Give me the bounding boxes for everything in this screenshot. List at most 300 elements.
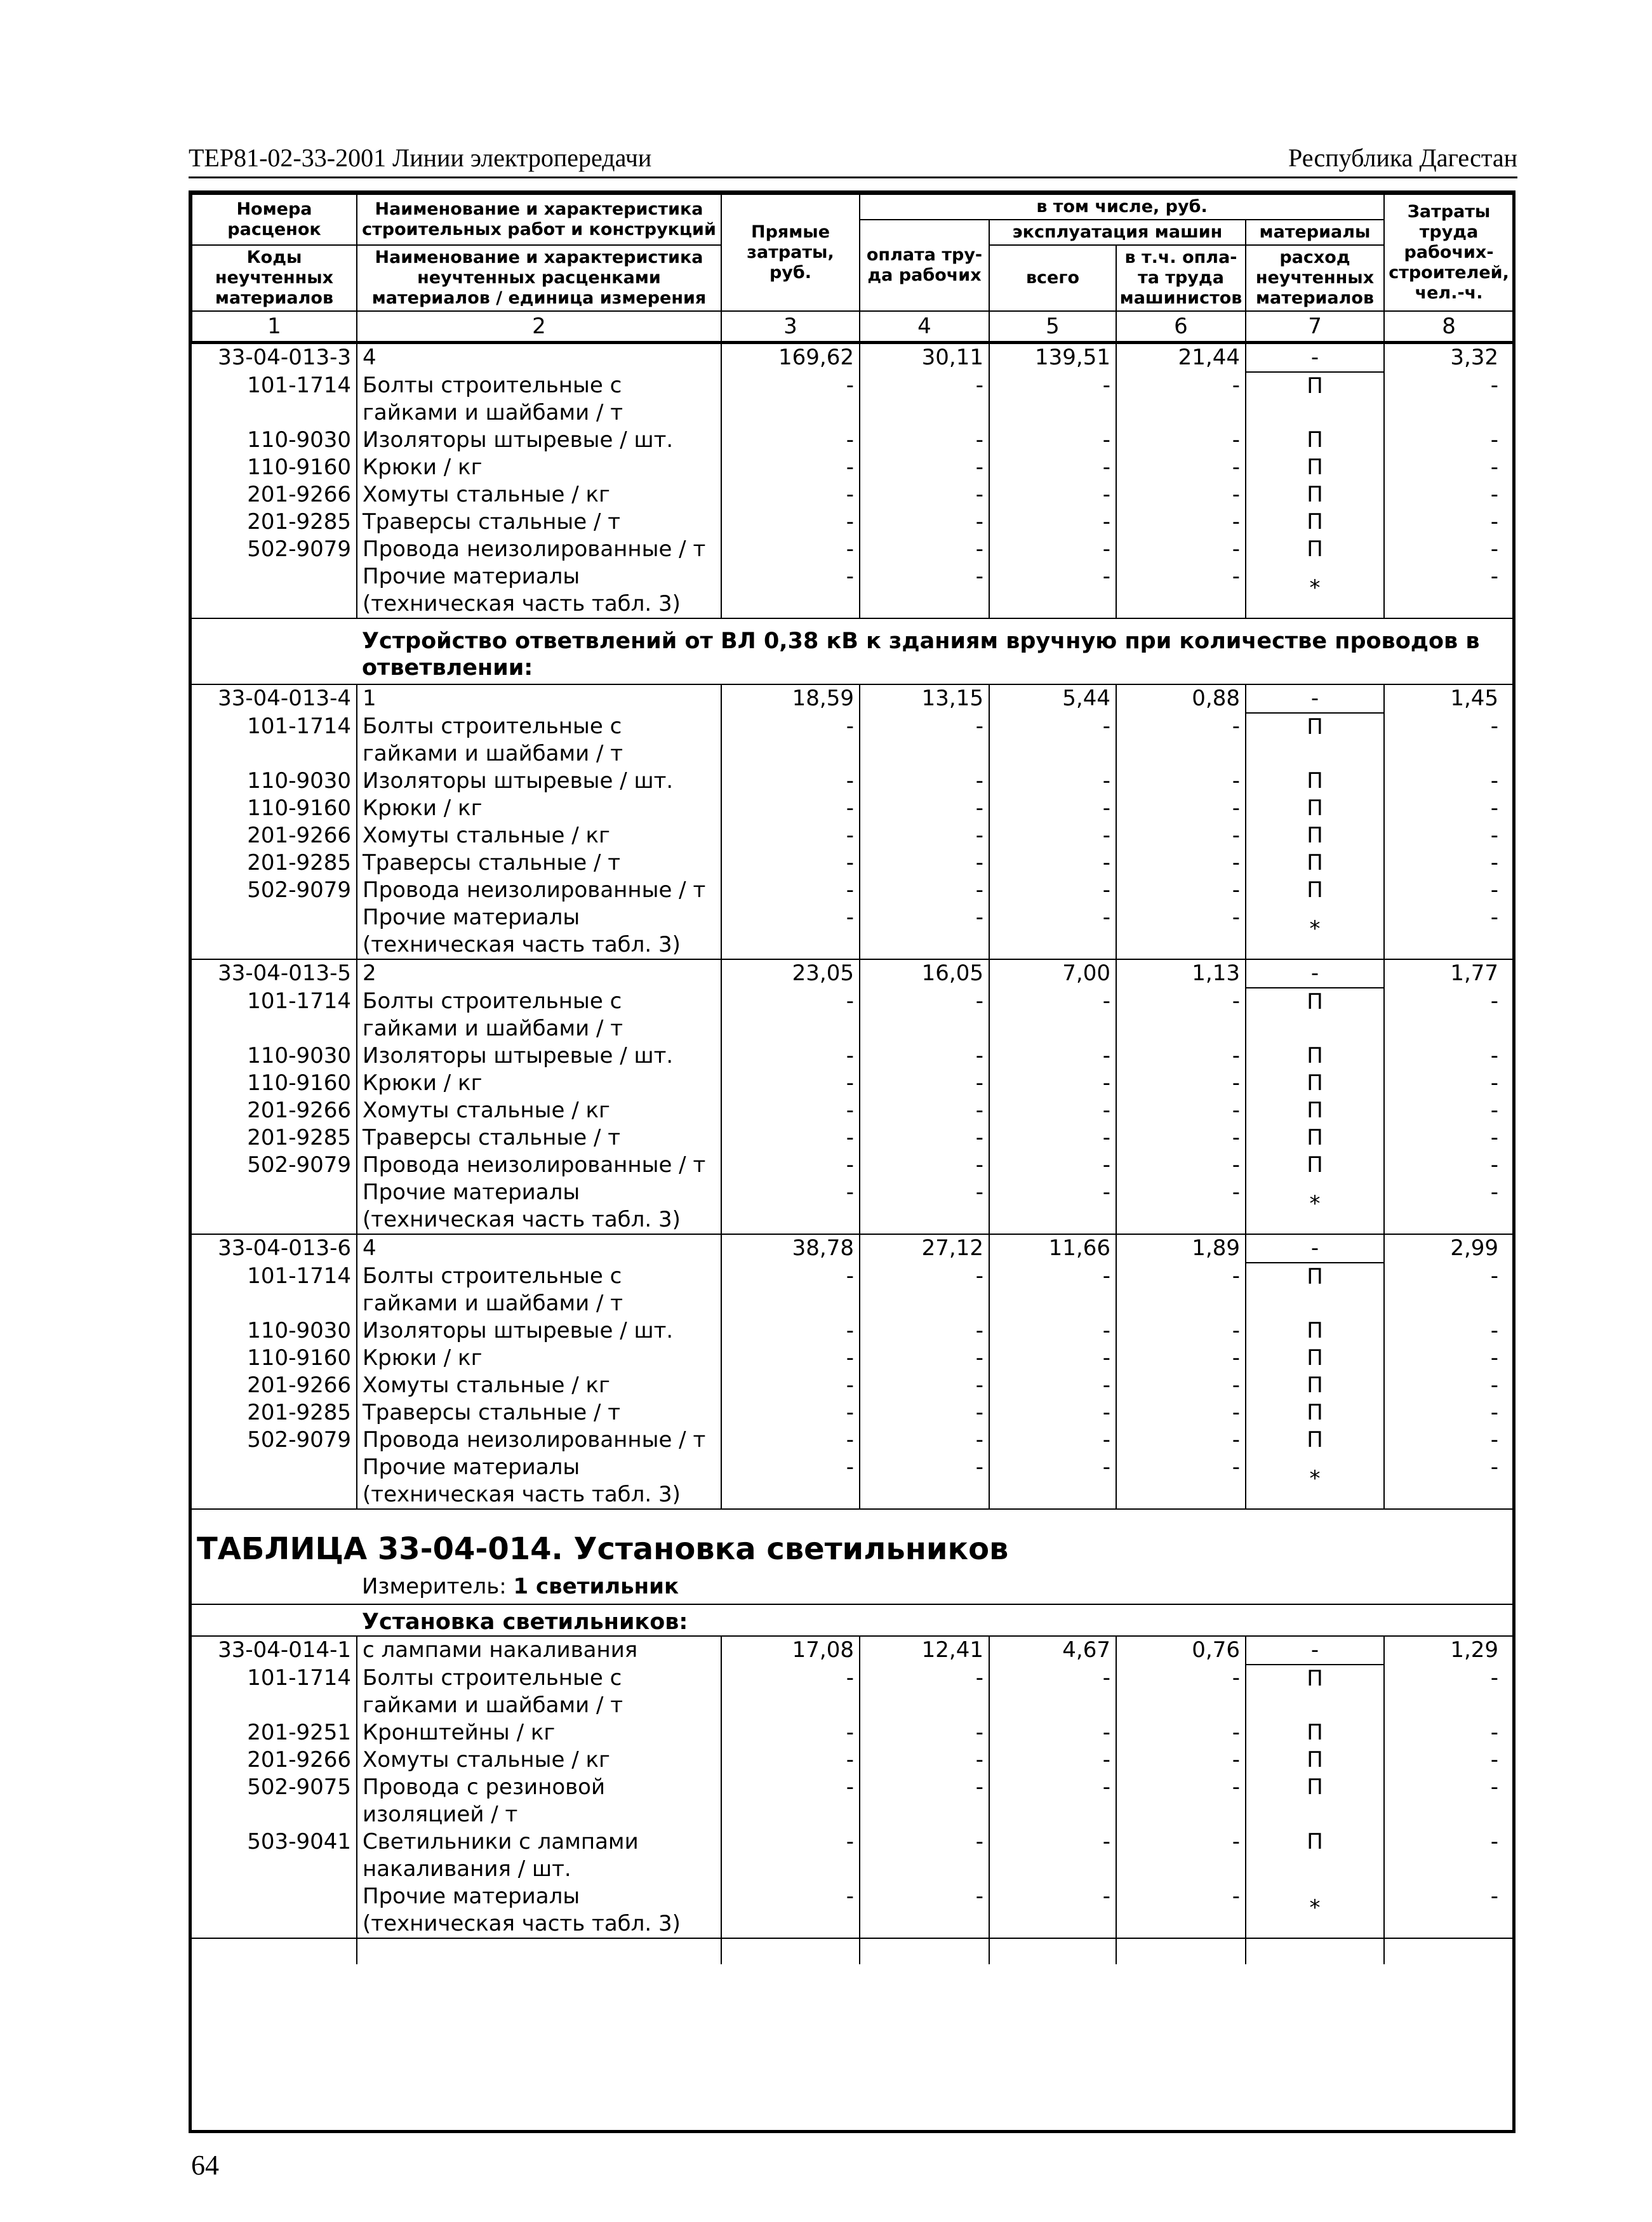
material-code: [192, 1179, 357, 1234]
consumption-mark: П: [1246, 1317, 1384, 1345]
rate-name: 4: [357, 1234, 721, 1263]
empty-value: -: [860, 1345, 989, 1372]
empty-value: -: [1116, 536, 1246, 563]
empty-value: -: [989, 372, 1116, 427]
consumption-mark: П: [1246, 1152, 1384, 1179]
consumption-mark: П: [1246, 1372, 1384, 1399]
consumption-mark: П: [1246, 1665, 1384, 1719]
empty-value: -: [860, 1427, 989, 1454]
material-row: [192, 1317, 1514, 1345]
empty-value: -: [1116, 1372, 1246, 1399]
empty-value: -: [989, 1774, 1116, 1828]
material-name: Хомуты стальные / кг: [357, 1372, 721, 1399]
material-code: 101-1714: [192, 1263, 357, 1317]
empty-value: -: [721, 904, 860, 959]
direct-costs: 169,62: [721, 343, 860, 373]
empty-value: -: [989, 768, 1116, 795]
empty-value: -: [989, 1427, 1116, 1454]
consumption-mark: П: [1246, 427, 1384, 454]
empty-value: -: [1490, 1318, 1499, 1343]
consumption-mark: П: [1246, 1097, 1384, 1124]
consumption-mark: *: [1246, 1883, 1384, 1938]
material-row: [192, 768, 1514, 795]
empty-value: -: [989, 454, 1116, 481]
empty-value: -: [989, 1665, 1116, 1719]
material-name: Траверсы стальные / т: [357, 1399, 721, 1427]
empty-value: -: [1490, 823, 1499, 848]
consumption-mark: П: [1246, 536, 1384, 563]
empty-value: -: [860, 563, 989, 618]
empty-value: -: [989, 481, 1116, 509]
labor-hours: 1,45: [1384, 684, 1514, 713]
material-row: [192, 713, 1514, 768]
material-row: [192, 1179, 1514, 1234]
empty-value: -: [721, 1070, 860, 1097]
material-consumption: -: [1246, 959, 1384, 988]
empty-value: -: [721, 1345, 860, 1372]
empty-value: -: [1116, 1454, 1246, 1509]
consumption-mark: П: [1246, 768, 1384, 795]
material-name: Траверсы стальные / т: [357, 509, 721, 536]
consumption-mark: П: [1246, 988, 1384, 1042]
empty-value: -: [1490, 1345, 1499, 1371]
empty-value: -: [860, 372, 989, 427]
empty-value: -: [860, 481, 989, 509]
measure: [357, 1573, 1514, 1604]
material-row: [192, 427, 1514, 454]
empty-value: -: [1490, 1098, 1499, 1123]
empty-value: -: [1116, 1070, 1246, 1097]
material-row: [192, 988, 1514, 1042]
empty-value: -: [1490, 427, 1499, 453]
material-row: [192, 795, 1514, 822]
col-number: 1: [192, 311, 357, 343]
consumption-mark: *: [1246, 1179, 1384, 1234]
material-code: 502-9079: [192, 877, 357, 904]
consumption-mark: П: [1246, 1042, 1384, 1070]
empty-value: -: [1116, 563, 1246, 618]
empty-value: -: [721, 536, 860, 563]
empty-value: -: [989, 988, 1116, 1042]
consumption-mark: *: [1246, 1454, 1384, 1509]
operator-pay: 0,76: [1116, 1636, 1246, 1665]
material-row: [192, 1883, 1514, 1938]
material-name: Провода неизолированные / т: [357, 1152, 721, 1179]
material-row: [192, 822, 1514, 849]
material-row: [192, 1454, 1514, 1509]
empty-value: -: [989, 1399, 1116, 1427]
price-table: [191, 194, 1514, 1964]
empty-value: -: [860, 1263, 989, 1317]
material-name: Крюки / кг: [357, 1070, 721, 1097]
material-consumption: -: [1246, 684, 1384, 713]
consumption-mark: П: [1246, 481, 1384, 509]
empty-value: -: [1116, 904, 1246, 959]
measure-row: [192, 1573, 1514, 1604]
material-code: [192, 563, 357, 618]
header-material-consumption: расход неучтенных материалов: [1246, 245, 1384, 311]
material-code: 201-9285: [192, 1399, 357, 1427]
consumption-mark: *: [1246, 563, 1384, 618]
consumption-mark: П: [1246, 372, 1384, 427]
material-code: 201-9266: [192, 481, 357, 509]
material-name: Крюки / кг: [357, 795, 721, 822]
col-number: 2: [357, 311, 721, 343]
consumption-mark: П: [1246, 1828, 1384, 1883]
labor-hours: 2,99: [1384, 1234, 1514, 1263]
empty-value: -: [721, 1665, 860, 1719]
header-work-name: Наименование и характеристика строительных работ и конструкций: [357, 194, 721, 245]
material-row: [192, 454, 1514, 481]
empty-value: -: [989, 1454, 1116, 1509]
header-material-codes: Коды неучтенных материалов: [192, 245, 357, 311]
material-code: 201-9285: [192, 509, 357, 536]
worker-pay: 27,12: [860, 1234, 989, 1263]
empty-value: -: [1490, 714, 1499, 739]
empty-value: -: [860, 1372, 989, 1399]
machines-total: 4,67: [989, 1636, 1116, 1665]
operator-pay: 1,89: [1116, 1234, 1246, 1263]
empty-value: -: [1116, 1317, 1246, 1345]
empty-value: -: [989, 427, 1116, 454]
consumption-mark: П: [1246, 1263, 1384, 1317]
empty-value: -: [1490, 1125, 1499, 1150]
rate-code: 33-04-013-6: [192, 1234, 357, 1263]
blank-cell: [192, 1938, 357, 1964]
empty-value: -: [721, 454, 860, 481]
empty-value: -: [1116, 372, 1246, 427]
empty-value: -: [860, 1179, 989, 1234]
empty-value: -: [1490, 1373, 1499, 1398]
empty-value: -: [1116, 481, 1246, 509]
empty-value: -: [989, 1746, 1116, 1774]
material-name: Изоляторы штыревые / шт.: [357, 1317, 721, 1345]
material-code: [192, 904, 357, 959]
material-name: Изоляторы штыревые / шт.: [357, 1042, 721, 1070]
empty-value: -: [721, 1179, 860, 1234]
consumption-mark: П: [1246, 1070, 1384, 1097]
empty-value: -: [1116, 1774, 1246, 1828]
empty-value: -: [1490, 850, 1499, 875]
blank-cell: [989, 1938, 1116, 1964]
empty-value: -: [860, 822, 989, 849]
measure-label: Измеритель:: [362, 1574, 507, 1599]
material-row: [192, 1345, 1514, 1372]
empty-value: -: [1490, 1070, 1499, 1096]
consumption-mark: П: [1246, 849, 1384, 877]
empty-value: -: [989, 1345, 1116, 1372]
material-code: 201-9266: [192, 822, 357, 849]
material-code: 502-9079: [192, 536, 357, 563]
empty-value: -: [1116, 1152, 1246, 1179]
empty-value: -: [721, 1124, 860, 1152]
empty-value: -: [860, 1774, 989, 1828]
empty-value: -: [721, 877, 860, 904]
labor-hours: 1,77: [1384, 959, 1514, 988]
blank-cell: [1246, 1938, 1384, 1964]
material-code: 101-1714: [192, 372, 357, 427]
material-name: Крюки / кг: [357, 1345, 721, 1372]
empty-value: -: [860, 768, 989, 795]
empty-value: -: [1490, 1774, 1499, 1800]
empty-value: -: [989, 1152, 1116, 1179]
rate-name: 1: [357, 684, 721, 713]
empty-value: -: [860, 1746, 989, 1774]
empty-value: -: [1490, 1747, 1499, 1773]
header-material-names: Наименование и характеристика неучтенных расценками материалов / единица измерения: [357, 245, 721, 311]
material-name: Хомуты стальные / кг: [357, 1097, 721, 1124]
empty-value: -: [989, 509, 1116, 536]
material-code: 110-9030: [192, 427, 357, 454]
material-name: Изоляторы штыревые / шт.: [357, 427, 721, 454]
material-row: [192, 1070, 1514, 1097]
material-consumption: -: [1246, 1234, 1384, 1263]
material-row: [192, 1774, 1514, 1828]
empty-value: -: [1116, 427, 1246, 454]
labor-hours: 3,32: [1384, 343, 1514, 373]
material-row: [192, 1042, 1514, 1070]
empty-value: -: [989, 822, 1116, 849]
material-code: 502-9075: [192, 1774, 357, 1828]
empty-value: -: [721, 1746, 860, 1774]
measure-value: 1 светильник: [513, 1574, 679, 1599]
empty-value: -: [1490, 905, 1499, 930]
material-code: 502-9079: [192, 1152, 357, 1179]
empty-value: -: [1116, 822, 1246, 849]
material-name: Болты строительные с гайками и шайбами / т: [357, 372, 721, 427]
empty-value: -: [860, 1097, 989, 1124]
empty-value: -: [989, 904, 1116, 959]
empty-value: -: [989, 1124, 1116, 1152]
material-name: Прочие материалы (техническая часть табл. 3): [357, 1883, 721, 1938]
rate-row: [192, 1636, 1514, 1665]
empty-value: -: [721, 1454, 860, 1509]
empty-value: -: [721, 1883, 860, 1938]
col-number: 8: [1384, 311, 1514, 343]
empty-value: -: [1490, 509, 1499, 535]
empty-value: -: [860, 713, 989, 768]
material-code: 110-9160: [192, 1345, 357, 1372]
empty-value: -: [1490, 1427, 1499, 1453]
empty-value: -: [989, 1263, 1116, 1317]
material-consumption: -: [1246, 1636, 1384, 1665]
consumption-mark: П: [1246, 822, 1384, 849]
header-machines: эксплуатация машин: [989, 220, 1246, 245]
table-title: ТАБЛИЦА 33-04-014. Установка светильников: [192, 1509, 1514, 1573]
empty-value: -: [1116, 1097, 1246, 1124]
empty-value: -: [721, 795, 860, 822]
empty-value: -: [989, 1070, 1116, 1097]
material-name: Хомуты стальные / кг: [357, 822, 721, 849]
blank-cell: [192, 618, 357, 684]
material-name: Провода неизолированные / т: [357, 877, 721, 904]
empty-value: -: [1490, 1180, 1499, 1205]
machines-total: 11,66: [989, 1234, 1116, 1263]
empty-value: -: [1116, 1399, 1246, 1427]
empty-value: -: [989, 713, 1116, 768]
consumption-mark: П: [1246, 713, 1384, 768]
empty-value: -: [860, 454, 989, 481]
direct-costs: 23,05: [721, 959, 860, 988]
header-machines-total: всего: [989, 245, 1116, 311]
empty-value: -: [989, 1179, 1116, 1234]
worker-pay: 13,15: [860, 684, 989, 713]
empty-value: -: [989, 1828, 1116, 1883]
empty-value: -: [1116, 849, 1246, 877]
rate-row: [192, 959, 1514, 988]
empty-value: -: [860, 1399, 989, 1427]
header-worker-pay: оплата тру-да рабочих: [860, 220, 989, 311]
empty-value: -: [721, 372, 860, 427]
empty-value: -: [721, 822, 860, 849]
empty-value: -: [1490, 1720, 1499, 1745]
direct-costs: 17,08: [721, 1636, 860, 1665]
operator-pay: 0,88: [1116, 684, 1246, 713]
empty-value: -: [721, 1719, 860, 1746]
rate-row: [192, 343, 1514, 373]
empty-value: -: [989, 536, 1116, 563]
direct-costs: 18,59: [721, 684, 860, 713]
empty-value: -: [1116, 1719, 1246, 1746]
consumption-mark: П: [1246, 1399, 1384, 1427]
operator-pay: 1,13: [1116, 959, 1246, 988]
section-heading: Устройство ответвлений от ВЛ 0,38 кВ к зданиям вручную при количестве проводов в ответвлении:: [357, 618, 1514, 684]
rate-code: 33-04-013-5: [192, 959, 357, 988]
material-row: [192, 536, 1514, 563]
empty-value: -: [1116, 1883, 1246, 1938]
material-code: 110-9030: [192, 1042, 357, 1070]
document-title: ТЕР81-02-33-2001 Линии электропередачи: [189, 143, 652, 172]
header-rate-numbers: Номера расценок: [192, 194, 357, 245]
material-row: [192, 1124, 1514, 1152]
header-materials: материалы: [1246, 220, 1384, 245]
empty-row: [192, 1938, 1514, 1964]
empty-value: -: [1490, 1665, 1499, 1691]
operator-pay: 21,44: [1116, 343, 1246, 373]
material-code: [192, 1454, 357, 1509]
empty-value: -: [860, 1719, 989, 1746]
empty-value: -: [1116, 509, 1246, 536]
rate-row: [192, 1234, 1514, 1263]
empty-value: -: [1116, 768, 1246, 795]
empty-value: -: [721, 1427, 860, 1454]
material-name: Кронштейны / кг: [357, 1719, 721, 1746]
empty-value: -: [721, 1152, 860, 1179]
table-body: [192, 343, 1514, 1965]
material-name: Провода неизолированные / т: [357, 1427, 721, 1454]
rate-name: 2: [357, 959, 721, 988]
material-name: Болты строительные с гайками и шайбами / т: [357, 1665, 721, 1719]
material-row: [192, 1746, 1514, 1774]
empty-value: -: [1116, 1828, 1246, 1883]
empty-value: -: [721, 1317, 860, 1345]
empty-value: -: [860, 1454, 989, 1509]
material-row: [192, 1152, 1514, 1179]
blank-cell: [860, 1938, 989, 1964]
empty-value: -: [1490, 795, 1499, 821]
empty-value: -: [1490, 988, 1499, 1014]
empty-value: -: [1116, 1665, 1246, 1719]
consumption-mark: П: [1246, 1427, 1384, 1454]
empty-value: -: [860, 1317, 989, 1345]
blank-cell: [357, 1938, 721, 1964]
material-row: [192, 481, 1514, 509]
empty-value: -: [1490, 1829, 1499, 1854]
worker-pay: 16,05: [860, 959, 989, 988]
material-name: Крюки / кг: [357, 454, 721, 481]
consumption-mark: П: [1246, 795, 1384, 822]
empty-value: -: [860, 1152, 989, 1179]
blank-cell: [1384, 1938, 1514, 1964]
empty-value: -: [860, 877, 989, 904]
material-name: Изоляторы штыревые / шт.: [357, 768, 721, 795]
empty-value: -: [989, 795, 1116, 822]
empty-value: -: [1490, 1263, 1499, 1289]
empty-value: -: [1490, 1454, 1499, 1480]
empty-value: -: [1490, 564, 1499, 589]
section-heading: Установка светильников:: [357, 1604, 1514, 1636]
empty-value: -: [1116, 1042, 1246, 1070]
section-heading-row: [192, 618, 1514, 684]
empty-value: -: [1490, 768, 1499, 794]
empty-value: -: [860, 1042, 989, 1070]
machines-total: 7,00: [989, 959, 1116, 988]
rate-code: 33-04-013-4: [192, 684, 357, 713]
empty-value: -: [860, 536, 989, 563]
empty-value: -: [1490, 373, 1499, 398]
empty-value: -: [1116, 1179, 1246, 1234]
material-row: [192, 877, 1514, 904]
machines-total: 5,44: [989, 684, 1116, 713]
empty-value: -: [860, 1124, 989, 1152]
empty-value: -: [860, 427, 989, 454]
empty-value: -: [721, 849, 860, 877]
empty-value: -: [721, 1828, 860, 1883]
material-code: 201-9251: [192, 1719, 357, 1746]
empty-value: -: [989, 1042, 1116, 1070]
empty-value: -: [1116, 1427, 1246, 1454]
material-code: 201-9266: [192, 1097, 357, 1124]
material-code: 201-9285: [192, 849, 357, 877]
material-name: Светильники с лампами накаливания / шт.: [357, 1828, 721, 1883]
material-name: Траверсы стальные / т: [357, 849, 721, 877]
material-name: Провода неизолированные / т: [357, 536, 721, 563]
table-head: [192, 194, 1514, 343]
empty-value: -: [721, 563, 860, 618]
rate-code: 33-04-014-1: [192, 1636, 357, 1665]
material-row: [192, 1263, 1514, 1317]
material-code: 502-9079: [192, 1427, 357, 1454]
empty-value: -: [1116, 795, 1246, 822]
empty-value: -: [1490, 877, 1499, 903]
empty-value: -: [721, 481, 860, 509]
consumption-mark: П: [1246, 454, 1384, 481]
consumption-mark: П: [1246, 1345, 1384, 1372]
material-row: [192, 509, 1514, 536]
empty-value: -: [1490, 482, 1499, 507]
empty-value: -: [1490, 1884, 1499, 1909]
header-direct-costs: Прямые затраты, руб.: [721, 194, 860, 311]
material-row: [192, 1427, 1514, 1454]
material-row: [192, 1719, 1514, 1746]
page-number: 64: [191, 2150, 219, 2181]
empty-value: -: [721, 1372, 860, 1399]
empty-value: -: [721, 1774, 860, 1828]
material-row: [192, 1097, 1514, 1124]
empty-value: -: [860, 795, 989, 822]
col-number: 4: [860, 311, 989, 343]
header-labor-hours: Затраты труда рабочих-строителей, чел.-ч.: [1384, 194, 1514, 311]
